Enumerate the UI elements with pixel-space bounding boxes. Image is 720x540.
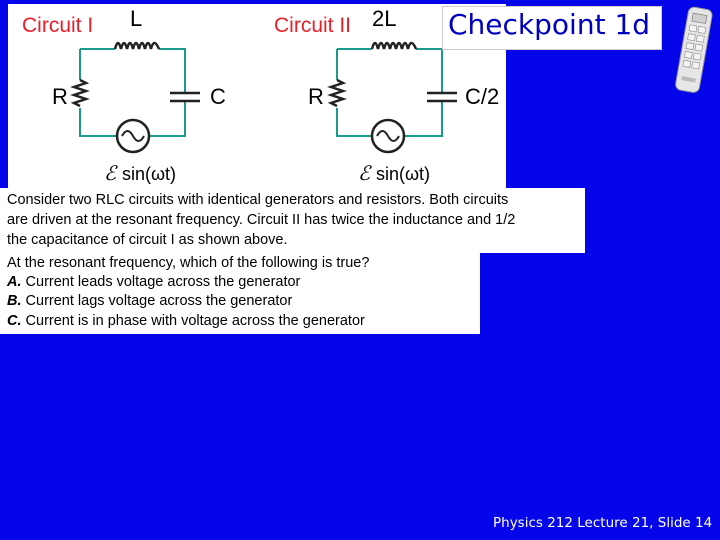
option-b <box>7 292 292 312</box>
circuit-diagram-panel <box>8 4 506 190</box>
circuit-2-inductor-symbol <box>372 43 416 49</box>
option-c-letter: C. <box>7 313 22 329</box>
circuit-diagrams <box>8 4 506 190</box>
circuit-1-inductor-symbol <box>115 43 159 49</box>
option-a <box>7 273 300 293</box>
circuit-1 <box>22 6 226 185</box>
slide-title: Checkpoint 1d <box>448 8 651 41</box>
clicker-remote-icon <box>672 4 718 94</box>
circuit-2-source-label: sin(ωt) <box>376 164 431 184</box>
description-line-2: are driven at the resonant frequency. Circuit II has twice the inductance and 1/2 <box>7 212 516 228</box>
option-b-text: Current lags voltage across the generator <box>21 293 293 309</box>
circuit-1-source-label: sin(ωt) <box>122 164 177 184</box>
option-c-text: Current is in phase with voltage across the generator <box>21 313 365 329</box>
slide-footer: Physics 212 Lecture 21, Slide 14 <box>493 515 713 531</box>
option-a-letter: A. <box>7 274 22 290</box>
circuit-2-resistor-label: R <box>308 84 324 109</box>
question-prompt: At the resonant frequency, which of the following is true? <box>7 255 370 271</box>
description-box <box>0 188 585 253</box>
option-c <box>7 312 365 332</box>
circuit-1-resistor-label: R <box>52 84 68 109</box>
option-b-letter: B. <box>7 293 22 309</box>
circuit-1-emf-symbol: ℰ <box>104 161 117 185</box>
circuit-1-name: Circuit I <box>22 14 94 37</box>
circuit-2-inductor-label: 2L <box>372 6 397 31</box>
circuit-1-inductor-label: L <box>130 6 143 31</box>
description-line-3: the capacitance of circuit I as shown above. <box>7 232 288 248</box>
option-a-text: Current leads voltage across the generator <box>21 274 301 290</box>
circuit-2-name: Circuit II <box>274 14 352 37</box>
description-line-1: Consider two RLC circuits with identical generators and resistors. Both circuits <box>7 192 509 208</box>
circuit-2-capacitor-label: C/2 <box>465 84 500 109</box>
circuit-1-resistor-symbol <box>74 80 86 106</box>
question-box <box>0 253 480 334</box>
circuit-2-resistor-symbol <box>331 80 343 106</box>
circuit-2-emf-symbol: ℰ <box>358 161 371 185</box>
circuit-1-capacitor-label: C <box>210 84 226 109</box>
